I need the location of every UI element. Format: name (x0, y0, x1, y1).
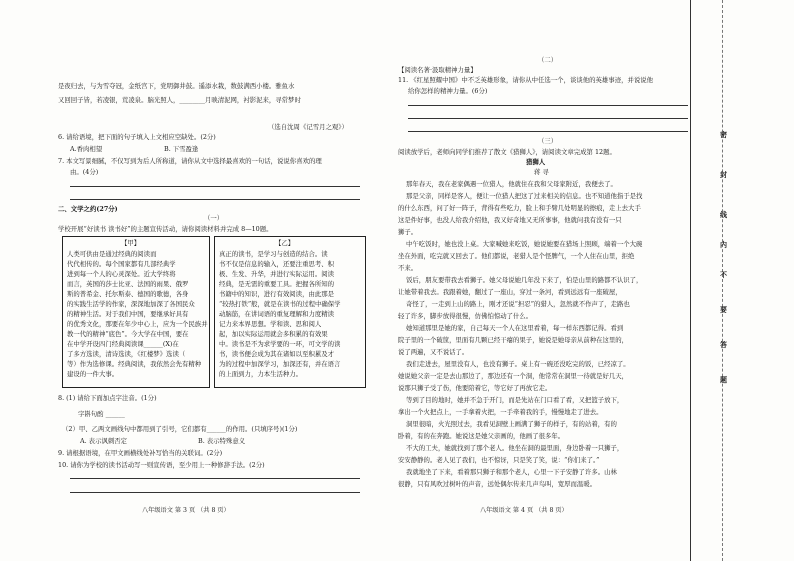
subsection-title: （三） (538, 137, 558, 145)
question-8: 8. (1) 请给下面加点字注音。(1分) (58, 394, 157, 402)
box-line: 建设的一件大事。 (67, 370, 119, 378)
box-line: 为的过程中加深学习，加深还有，并在语言 (219, 360, 341, 368)
article-line: 拿出一个火把点上，一手拿着火把，一手牵着我的手，慢慢地走了进去。 (398, 408, 603, 416)
box-line: 极、生发、升华，并进行实际运用。阅读 (219, 270, 335, 278)
article-line: 轻了许多，脚步放得很慢，仿佛怕惊动了什么。 (398, 312, 533, 320)
box-line: 人类可供由是通过经典的阅读而 (67, 250, 157, 258)
left-page (58, 0, 368, 561)
article-line: 让她带着我去。我跟着她，翻过了一座山，穿过一条河，看到远远有一座破屋， (398, 288, 622, 296)
box-line: 经典，是无需的重要工具。把握各所知的 (219, 280, 335, 288)
question-11-cont: 给你怎样的精神力量。(6分) (408, 87, 488, 95)
article-line: 她说她父亲一定是去山那边了，那边还有一个洞，他常常在洞里一待就是好几天， (398, 372, 629, 380)
box-line: 起，加以实际运用就会多积累的有效果 (219, 330, 328, 338)
option-b: B. 表示特殊意义 (198, 437, 246, 445)
box-line: 教一代的精神“底色”。今大学在中国，要在 (67, 330, 189, 338)
article-line: 我们走进去，屋里没有人，也没有狮子。桌上有一碗还没吃完的饭，已经凉了。 (406, 360, 630, 368)
article-line: 那是父亲，同样是客人，便让一位猎人把这了过来相关的信息。也不知道他指于是找 (406, 192, 643, 200)
article-line: 不来。 (398, 264, 418, 272)
section-heading: 【阅读名著·汲取精神力量】 (398, 66, 477, 74)
box-line: 而言，英国的莎士比亚、法国的雨果、俄罗 (67, 280, 189, 288)
box-line: 的上面到力，力本生活种力。 (219, 370, 303, 378)
box-line: “较热打铁”般，就是在读书的过程中确保学 (219, 300, 341, 308)
box-title: 【乙】 (275, 239, 295, 247)
box-line: 的精神生活。对于我们中国，要继承好具有 (67, 310, 189, 318)
page-border (690, 0, 691, 561)
intro-text: 学校开展“好读书 读书好”的主题宣传活动，请你阅读材料并完成 8—10题。 (58, 225, 273, 233)
article-line: 说了两遍，又不说话了。 (398, 348, 469, 356)
box-line: 的实践生活学的作家，深深地加深了各国民众 (67, 300, 195, 308)
option-a: A.香肉相望 (70, 145, 103, 153)
article-line: 安安静静的。老人见了我们，也不惊讶，只是笑了笑，说：“你们来了。” (398, 456, 600, 464)
box-line: 书籍中的知识，进行有效阅读，由此那是 (219, 290, 335, 298)
question-7: 7. 本文写景细腻，不仅写到为后人所称道，请你从文中选择最喜欢的一句话，说说你喜欢的理 (58, 157, 322, 165)
box-line: 真正的读书，是学习与创造的结合。读 (219, 250, 328, 258)
subsection-title: （二） (538, 56, 558, 64)
answer-line (70, 492, 360, 493)
seal-line (722, 0, 723, 561)
seal-char: 封 (720, 170, 727, 179)
passage-source: （选自沈周《记雪月之观》） (268, 123, 348, 131)
article-line: 这是件好事，也没人给我介绍他，我又好奇地又无所事事，他就问我有没有一只 (398, 216, 622, 224)
box-line: 在中学开设四门经典阅读课______(X)在 (67, 340, 179, 348)
seal-char: 答 (720, 340, 727, 349)
article-line: 奇怪了，一走到上山的路上，刚才还说“担忍”的猎人，忽然就不作声了，走路也 (406, 300, 630, 308)
box-line: 进到每一个人的心灵深处。近大学终将 (67, 270, 176, 278)
article-line: 洞里很暗，火光照过去，我看见洞壁上画满了狮子的样子，有的站着，有的 (406, 420, 617, 428)
option-b: B. 下雪盈逢 (164, 145, 199, 153)
article-line: 等到了目的地时，她并不急于开门，而是先站在门口看了看，又把篮子放下， (406, 396, 624, 404)
seal-char: 题 (720, 375, 727, 384)
question-6: 6. 请给语境，把下面的句子填入上文相应空缺处。(2分) (58, 133, 216, 141)
article-line: 饭后，朋友要带我去看狮子。她父母说她几年没下来了，怕是山里的路都不认识了， (406, 276, 643, 284)
option-a: A. 表示讽刺否定 (80, 437, 128, 445)
right-page (398, 0, 690, 561)
article-title: 猎狮人 (526, 158, 546, 166)
article-line: 说那只狮子受了伤，他要陪着它，等它好了再放它走。 (398, 384, 552, 392)
page-footer: 八年级语文 第 3 页 （共 8 页） (142, 507, 230, 514)
subsection-title: （一） (204, 214, 224, 222)
article-line: 院子里的一个破筐，里面有几颗已经干瘪的果子，她说是她母亲从前种在这里的， (398, 336, 629, 344)
question-8-word: 字斟句酌 ______ (78, 410, 125, 418)
seal-char: 密 (720, 130, 727, 139)
question-10: 10. 请你为学校的读书活动写一则宣传语，至少用上一种修辞手法。(2分) (58, 461, 265, 469)
answer-line (408, 105, 688, 106)
article-line: 中午吃饭时，她也没上桌。大家喊她来吃饭，她说她要在猎场上照顾，端着一个大碗 (406, 240, 643, 248)
article-line: 那年春天，我在老家偶遇一位猎人，他就住在我和父母家附近，我便去了。 (406, 180, 617, 188)
binding-margin (712, 0, 794, 561)
box-line: 动脑筋，在讲词语的重复理解和力度精读 (219, 310, 335, 318)
question-8-2: （2）甲、乙两文画线句中都用到了引号，它们都有______的作用。(只填序号)(1分) (62, 425, 298, 433)
box-line: 代代相传的。每个国家都有几部经典学 (67, 260, 176, 268)
seal-char: 线 (720, 210, 727, 219)
article-line: 她知道那里是她的家，自己每天一个人在这里看着，每一样东西都记得。看到 (406, 324, 624, 332)
box-title: 【甲】 (121, 239, 141, 247)
seal-char: 不 (720, 270, 727, 279)
box-line: 了多方选读，清诗选读，《红楼梦》选读（ (67, 350, 186, 358)
box-line: 记力来本界思想。学和读、思和阅人 (219, 320, 322, 328)
question-9: 9. 请根据语境，在甲文画横线处补写恰当的关联词。(2分) (58, 449, 223, 457)
intro-text: 阅读放学后，老师向同学们推荐了散文《猎狮人》，请阅读文章完成第 12题。 (398, 148, 616, 156)
article-line: 的什么东西，问了好一阵子，背得有些吃力，脸上和手臂几处明显的擦痕，走上去大手 (398, 204, 641, 212)
question-11: 11. 《红星照耀中国》中不乏英雄形象，请你从中任选一个，谈谈他的英雄事迹，并说说他 (398, 76, 654, 84)
article-line: 我就地坐了下来，看着那只狮子和那个老人，心里一下子安静了许多。山林 (406, 468, 617, 476)
article-line: 卧着，有的在奔跑。她说这是她父亲画的，他画了很多年。 (398, 432, 565, 440)
answer-line (70, 199, 360, 200)
answer-line (408, 118, 688, 119)
article-line: 不大的工夫，她就找到了那个老人。他坐在洞的最里面，身边卧着一只狮子， (406, 444, 624, 452)
answer-line (70, 186, 360, 187)
material-box-a (62, 236, 210, 388)
question-7-cont: 由。(4分) (70, 168, 99, 176)
article-line: 很静，只有风吹过树叶的声音，远处偶尔传来几声鸟叫，宽厚而温暖。 (398, 480, 597, 488)
article-line: 坐在外面，吃完就又回去了。他们都说，老猎人是个怪脾气，一个人住在山里，拒绝 (398, 252, 635, 260)
article-line: 狮子。 (398, 228, 418, 236)
article-author: 蒋 寻 (534, 168, 549, 176)
section-title: 二、文学之约(27分) (58, 205, 118, 213)
answer-line (70, 478, 360, 479)
box-line: 等）作为选修课。经典阅读，我依然会先有精种 (67, 360, 202, 368)
box-line: 中。读书是不为求学要的一环，可文学的读 (219, 340, 341, 348)
seal-char: 内 (720, 240, 727, 249)
page-footer: 八年级语文 第 4 页 （共 8 页） (480, 507, 568, 514)
material-box-b (214, 236, 366, 388)
box-line: 斯的普希金、托尔斯泰、德国的歌德，各身 (67, 290, 189, 298)
box-line: 的优秀文化，那要在年少中心上，应为一个民族并 (67, 320, 208, 328)
passage-line: 又回回子皆，若凌银，荒凌泉。脑光照人，________月映清泥网，衬影泥来，寻常梦时 (58, 96, 301, 104)
seal-char: 要 (720, 305, 727, 314)
passage-line: 是夜归去，与为雪夺冠，金纸宫下，党明御井鼓。遥添水栽，数鼓满西小楼。雅鱼水 (58, 82, 295, 90)
box-line: 书不仅是信息的输入，还要注重思考、积 (219, 260, 335, 268)
answer-line (408, 131, 688, 132)
box-line: 书，读书便会成为其在诸如以至积累及才 (219, 350, 335, 358)
